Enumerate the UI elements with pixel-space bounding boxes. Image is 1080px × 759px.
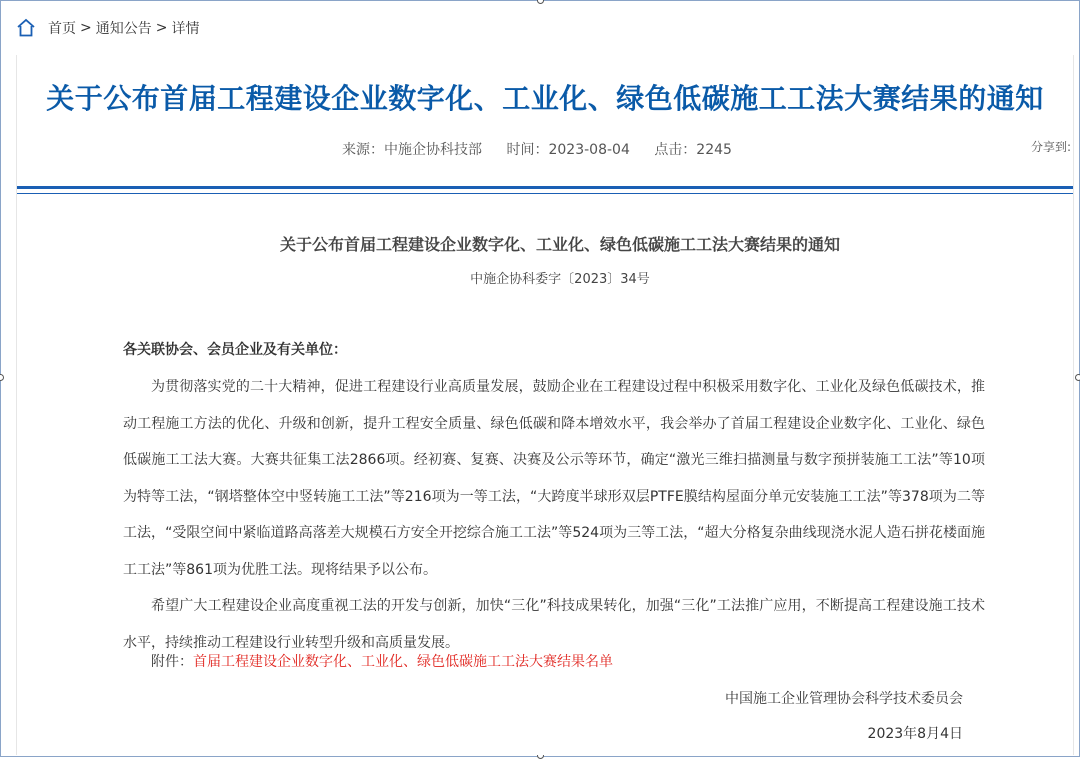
breadcrumb-separator: >	[155, 20, 168, 36]
breadcrumb-current: 详情	[171, 21, 200, 37]
attachment	[151, 651, 613, 671]
breadcrumb-notices-link[interactable]: 通知公告	[95, 21, 152, 37]
article-time: 时间：2023-08-04	[506, 142, 630, 158]
article-source: 来源：中施企协科技部	[342, 142, 483, 158]
article-meta	[17, 139, 1057, 159]
breadcrumb	[16, 16, 199, 40]
document-title: 关于公布首届工程建设企业数字化、工业化、绿色低碳施工工法大赛结果的通知	[279, 235, 840, 254]
page-title: 关于公布首届工程建设企业数字化、工业化、绿色低碳施工工法大赛结果的通知	[46, 82, 1044, 115]
attachment-link[interactable]: 首届工程建设企业数字化、工业化、绿色低碳施工工法大赛结果名单	[193, 654, 613, 670]
breadcrumb-separator: >	[80, 20, 92, 36]
divider	[17, 186, 1073, 189]
body-paragraph: 希望广大工程建设企业高度重视工法的开发与创新，加快“三化”科技成果转化，加强“三化”工法推广应用，不断提高工程建设施工技术水平，持续推动工程建设行业转型升级和高质量发展。	[123, 598, 985, 651]
resize-handle-right[interactable]	[1075, 374, 1080, 381]
home-icon[interactable]	[16, 18, 36, 38]
breadcrumb-home-link[interactable]: 首页	[48, 21, 76, 37]
signer: 中国施工企业管理协会科学技术委员会	[725, 691, 963, 707]
divider	[17, 193, 1073, 194]
greeting: 各关联协会、会员企业及有关单位：	[123, 342, 347, 358]
article-card	[16, 55, 1074, 755]
document-number: 中施企协科委字〔2023〕34号	[470, 272, 650, 287]
attachment-label: 附件：	[151, 654, 193, 670]
sign-date: 2023年8月4日	[867, 726, 963, 742]
share-label[interactable]: 分享到:	[1030, 140, 1071, 154]
body-paragraph: 为贯彻落实党的二十大精神，促进工程建设行业高质量发展，鼓励企业在工程建设过程中积极采用数字化、工业化及绿色低碳技术，推动工程施工方法的优化、升级和创新，提升工程安全质量、绿色低碳和降本增效水平，我会举办了首届工程建设企业数字化、工业化、绿色低碳施工工法大赛。大赛共征集工法2866项。经初赛、复赛、决赛及公示等环节，确定“激光三维扫描测量与数字预拼装施工工法”等10项为特等工法，“钢塔整体空中竖转施工工法”等216项为一等工法，“大跨度半球形双层PTFE膜结构屋面分单元安装施工工法”等378项为二等工法，“受限空间中紧临道路高落差大规模石方安全开挖综合施工工法”等524项为三等工法，“超大分格复杂曲线现浇水泥人造石拼花楼面施工工法”等861项为优胜工法。现将结果予以公布。	[123, 379, 985, 578]
article-clicks: 点击：2245	[654, 142, 732, 158]
